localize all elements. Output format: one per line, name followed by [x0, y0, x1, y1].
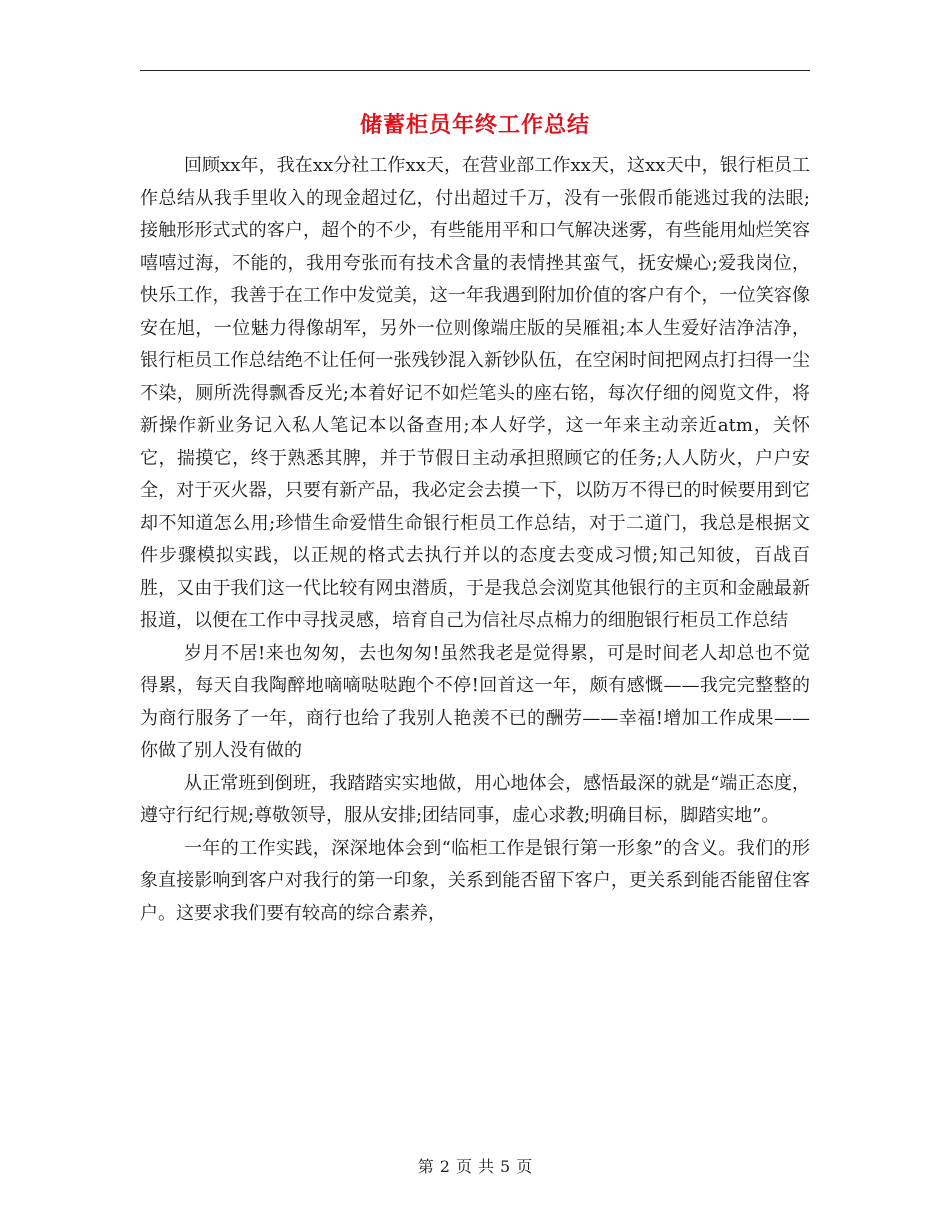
page-total: 5 [500, 1157, 511, 1176]
document-title: 储蓄柜员年终工作总结 [359, 113, 590, 138]
total-unit: 页 [516, 1157, 533, 1176]
page-prefix: 第 [417, 1157, 434, 1176]
total-prefix: 共 [478, 1157, 495, 1176]
document-body [140, 150, 810, 930]
page-unit: 页 [455, 1157, 472, 1176]
header-rule [140, 70, 810, 71]
page-current: 2 [439, 1157, 450, 1176]
paragraph-4: 一年的工作实践，深深地体会到“临柜工作是银行第一形象”的含义。我们的形象直接影响到客户对我行的第一印象，关系到能否留下客户，更关系到能否能留住客户。这要求我们要有较高的综合素养， [140, 837, 810, 924]
page-footer [0, 1154, 950, 1177]
paragraph-1: 回顾xx年，我在xx分社工作xx天，在营业部工作xx天，这xx天中，银行柜员工作总结从我手里收入的现金超过亿，付出超过千万，没有一张假币能逃过我的法眼;接触形形式式的客户，超个的不少，有些能用平和口气解决迷雾，有些能用灿烂笑容嘻嘻过海，不能的，我用夸张而有技术含量的表情挫其蛮气，抚安燥心;爱我岗位，快乐工作，我善于在工作中发觉美，这一年我遇到附加价值的客户有个，一位笑容像安在旭，一位魅力得像胡军，另外一位则像端庄版的吴雁祖;本人生爱好洁净洁净，银行柜员工作总结绝不让任何一张残钞混入新钞队伍，在空闲时间把网点打扫得一尘不染，厕所洗得飘香反光;本着好记不如烂笔头的座右铭，每次仔细的阅览文件，将新操作新业务记入私人笔记本以备查用;本人好学，这一年来主动亲近atm，关怀它，揣摸它，终于熟悉其脾，并于节假日主动承担照顾它的任务;人人防火，户户安全，对于灭火器，只要有新产品，我必定会去摸一下，以防万不得已的时候要用到它却不知道怎么用;珍惜生命爱惜生命银行柜员工作总结，对于二道门，我总是根据文件步骤模拟实践，以正规的格式去执行并以的态度去变成习惯;知己知彼，百战百胜，又由于我们这一代比较有网虫潜质，于是我总会浏览其他银行的主页和金融最新报道，以便在工作中寻找灵感，培育自己为信社尽点棉力的细胞银行柜员工作总结 [140, 155, 810, 631]
paragraph-2: 岁月不居!来也匆匆，去也匆匆!虽然我老是觉得累，可是时间老人却总也不觉得累，每天自我陶醉地嘀嘀哒哒跑个不停!回首这一年，颇有感慨——我完完整整的为商行服务了一年，商行也给了我别人艳羡不已的酬劳——幸福!增加工作成果——你做了别人没有做的 [140, 642, 810, 761]
paragraph-3: 从正常班到倒班，我踏踏实实地做，用心地体会，感悟最深的就是“端正态度，遵守行纪行规;尊敬领导，服从安排;团结同事，虚心求教;明确目标，脚踏实地”。 [140, 772, 810, 826]
